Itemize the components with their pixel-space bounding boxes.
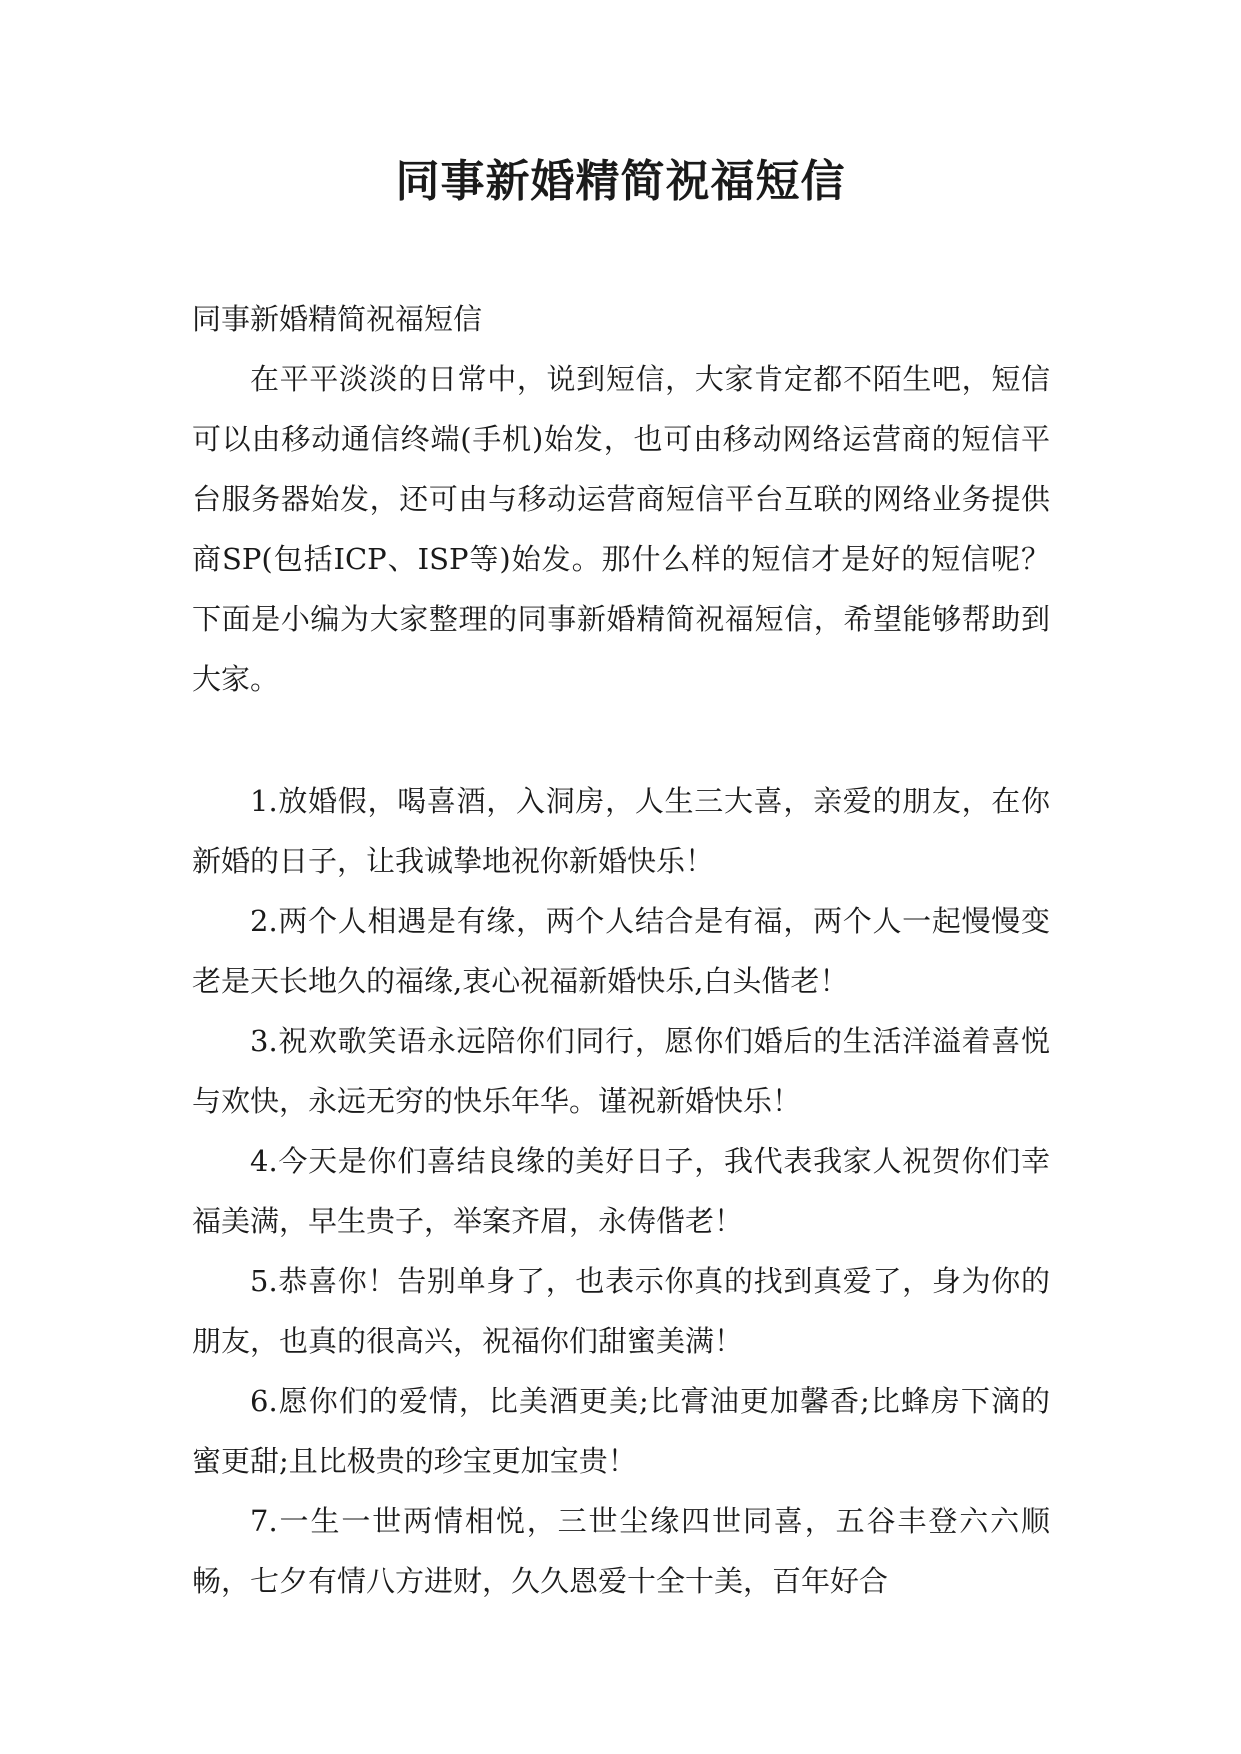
document-body: [192, 289, 1050, 1611]
wish-item-5: 5.恭喜你！告别单身了，也表示你真的找到真爱了，身为你的朋友，也真的很高兴，祝福你们甜蜜美满！: [192, 1264, 1050, 1358]
intro-paragraph: 在平平淡淡的日常中，说到短信，大家肯定都不陌生吧，短信可以由移动通信终端(手机)始发，也可由移动网络运营商的短信平台服务器始发，还可由与移动运营商短信平台互联的网络业务提供商SP(包括ICP、ISP等)始发。那什么样的短信才是好的短信呢？下面是小编为大家整理的同事新婚精简祝福短信，希望能够帮助到大家。: [192, 362, 1050, 696]
wish-item-6: 6.愿你们的爱情，比美酒更美;比膏油更加馨香;比蜂房下滴的蜜更甜;且比极贵的珍宝更加宝贵！: [192, 1384, 1050, 1478]
wish-item-7: 7.一生一世两情相悦，三世尘缘四世同喜，五谷丰登六六顺畅，七夕有情八方进财，久久恩爱十全十美，百年好合: [192, 1504, 1050, 1598]
wish-item-3: 3.祝欢歌笑语永远陪你们同行，愿你们婚后的生活洋溢着喜悦与欢快，永远无穷的快乐年华。谨祝新婚快乐！: [192, 1024, 1050, 1118]
document-subtitle: 同事新婚精简祝福短信: [192, 302, 483, 336]
document-title: 同事新婚精简祝福短信: [395, 156, 846, 207]
wish-item-2: 2.两个人相遇是有缘，两个人结合是有福，两个人一起慢慢变老是天长地久的福缘,衷心祝福新婚快乐,白头偕老！: [192, 904, 1050, 998]
wish-item-4: 4.今天是你们喜结良缘的美好日子，我代表我家人祝贺你们幸福美满，早生贵子，举案齐眉，永俦偕老！: [192, 1144, 1050, 1238]
paragraph-spacer: [192, 709, 1050, 771]
wish-item-1: 1.放婚假，喝喜酒，入洞房，人生三大喜，亲爱的朋友，在你新婚的日子，让我诚挚地祝你新婚快乐！: [192, 784, 1050, 878]
